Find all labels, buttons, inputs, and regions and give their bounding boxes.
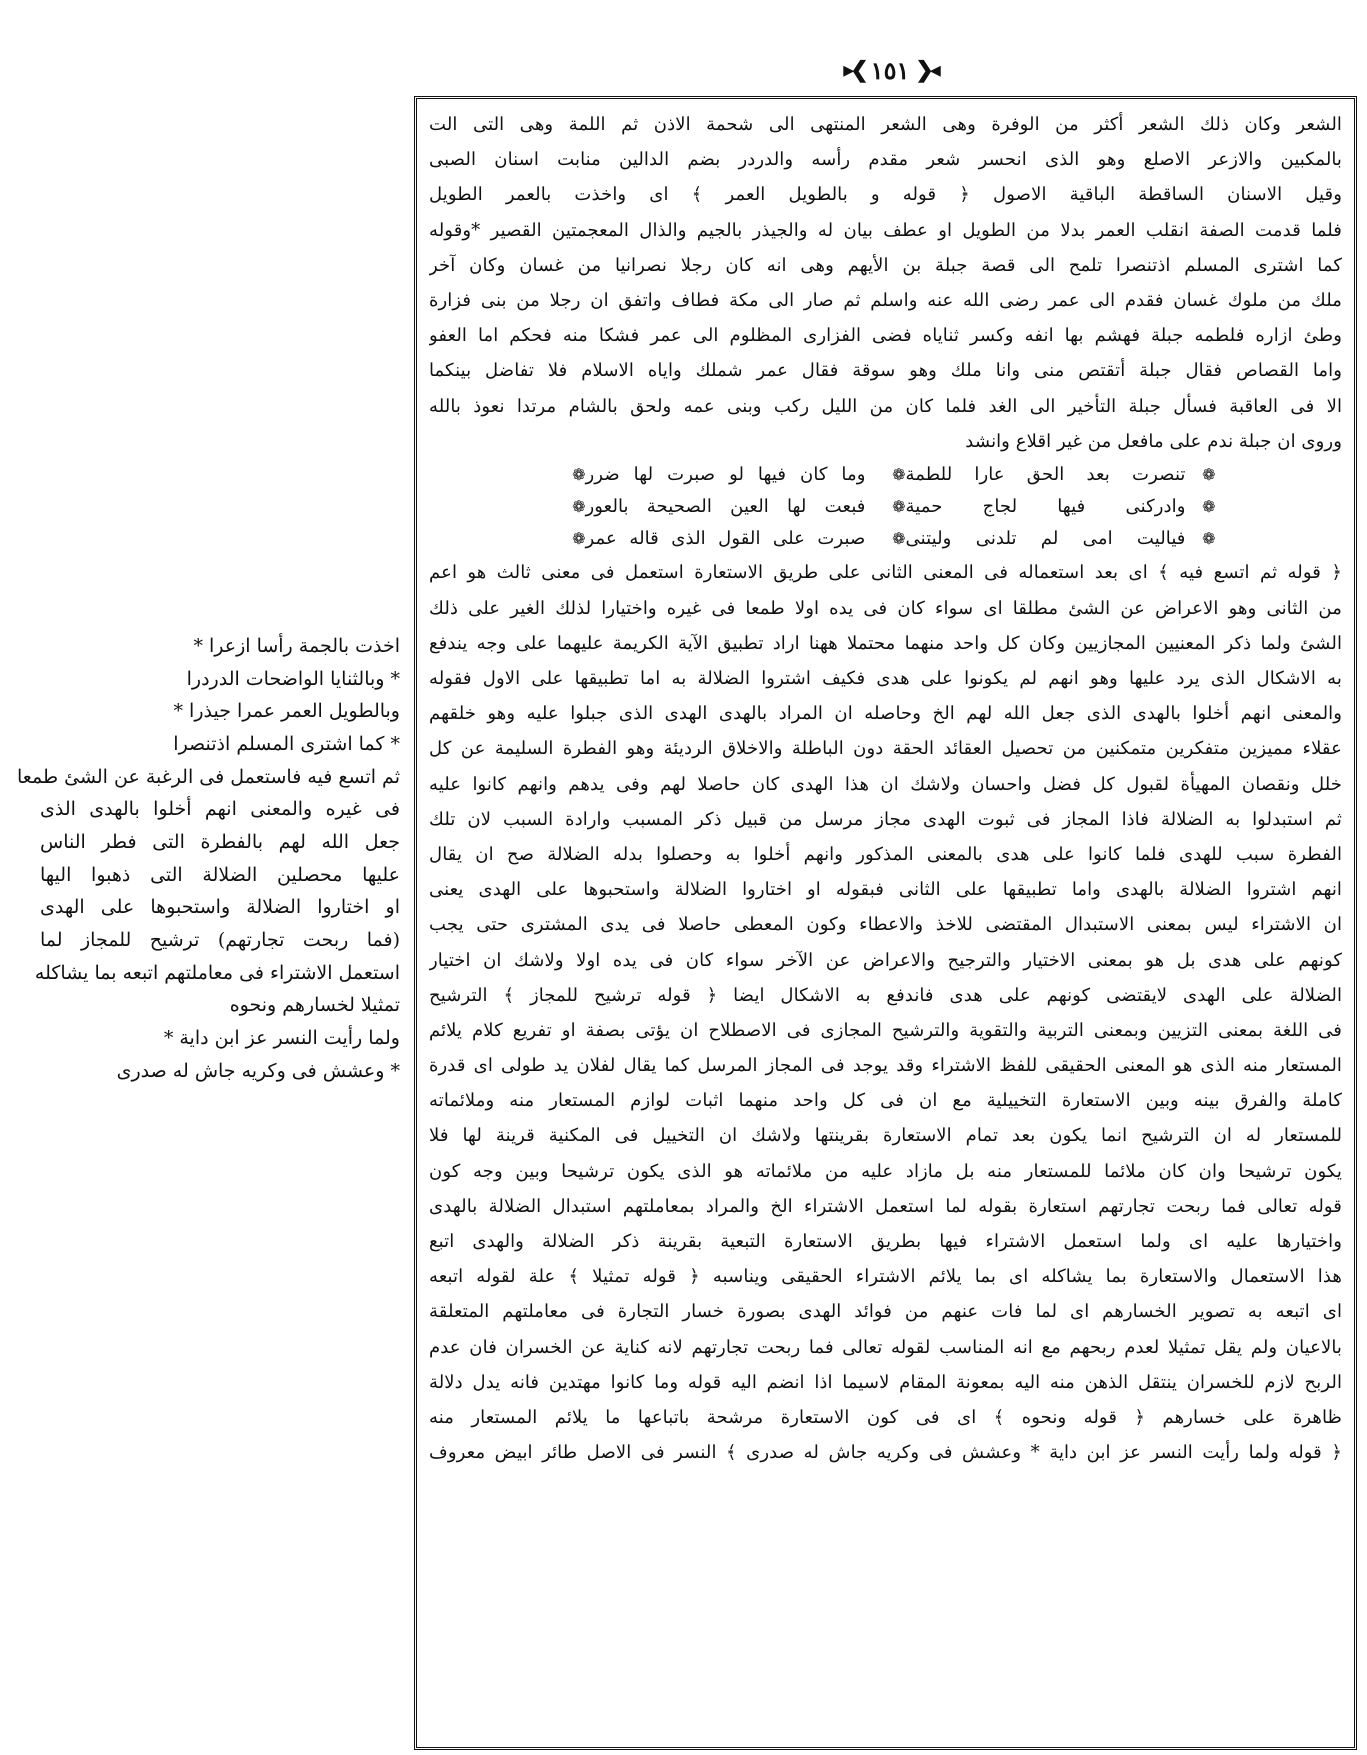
text-line: وروى ان جبلة ندم على مافعل من غير اقلاع وانشد (965, 430, 1342, 452)
poem-star-icon: ❁ (892, 464, 906, 484)
text-line: والمعنى انهم أخلوا بالهدى الذى جعل الله لهم الخ وحاصله ان المراد بالهدى الهدى الذى جبلوا عليه وهو خلقهم (429, 703, 1342, 725)
text-line: واما القصاص فقال جبلة أتقتص منى وانا ملك وهو سوقة فقال عمر شملك واياه الاسلام فلا تفاضل بينكما (429, 360, 1342, 382)
margin-line: فى غيره والمعنى انهم أخلوا بالهدى الذى (40, 798, 400, 821)
text-line: ثم استبدلوا به الضلالة فاذا المجاز فى ثبوت الهدى مجاز مرسل من قبيل ذكر المسبب وارادة السبب لان تلك (429, 808, 1342, 830)
poem-star-icon: ❁ (1202, 528, 1216, 548)
poem-star-icon: ❁ (892, 496, 906, 516)
text-line: خلل ونقصان المهيأة لقبول كل فضل واحسان ولاشك ان هذا الهدى كان حاصلا لهم وفى يدهم وانهم كانوا عليه (429, 773, 1342, 795)
poem-hemistich-left: وما كان فيها لو صبرت لها ضرر (585, 463, 866, 485)
text-line: الشعر وكان ذلك الشعر أكثر من الوفرة وهى الشعر المنتهى الى شحمة الاذن ثم اللمة وهى التى الت (429, 114, 1342, 135)
poem-hemistich-left: صبرت على القول الذى قاله عمر (585, 528, 866, 550)
text-line: انهم اشتروا الضلالة بالهدى واما تطبيقها على الثانى فبقوله او اختاروا الضلالة واستحبوها على الهدى يعنى (429, 879, 1342, 901)
margin-line: * وعشش فى وكريه جاش له صدرى (116, 1059, 400, 1082)
text-line: وطئ ازاره فلطمه جبلة فهشم بها انفه وكسر ثناياه فضى الفزارى المظلوم الى عمر فشكا منه فحكم اما العفو (429, 325, 1342, 347)
text-line: كونهم على هدى بل هو بمعنى الاختيار والترجيح والاعراض عن الآخر سواء كان فى يده اولا ولاشك ان اختيار (429, 949, 1342, 971)
margin-line: تمثيلا لخسارهم ونحوه (229, 994, 400, 1017)
margin-line: استعمل الاشتراء فى معاملتهم اتبعه بما يشاكله (34, 961, 400, 984)
margin-line: جعل الله لهم بالفطرة التى فطر الناس (40, 831, 400, 854)
margin-line: * كما اشترى المسلم اذتنصرا (173, 733, 400, 756)
text-line: واختيارها عليه اى ولما استعمل الاشتراء فيها بطريق الاستعارة التبعية بقرينة ذكر الضلالة والهدى اتبع (429, 1231, 1342, 1253)
text-line: ﴿ قوله ولما رأيت النسر عز ابن داية * وعشش فى وكريه جاش له صدرى ﴾ النسر فى الاصل طائر ابيض معروف (429, 1442, 1342, 1464)
text-line: الربح لازم للخسران ينتقل الذهن منه اليه بمعونة المقام لاسيما اذا انضم اليه قوله وما كانوا مهتدين فانه يدل دلالة (429, 1371, 1342, 1393)
text-line: قوله تعالى فما ربحت تجارتهم استعارة بقوله لما استعمل الاشتراء الخ والمراد بمعاملتهم استبدال الضلالة بالهدى (429, 1195, 1342, 1217)
text-line: للمستعار له ان الترشيح انما يكون بعد تمام الاستعارة بقرينتها ولاشك ان التخييل فى المكنية قرينة لها فلا (429, 1125, 1342, 1147)
text-line: اى اتبعه به تصوير الخسارهم اى لما فات عنهم من فوائد الهدى بصورة خسار التجارة فى معاملتهم المتعلقة (429, 1301, 1342, 1323)
margin-line: ثم اتسع فيه فاستعمل فى الرغبة عن الشئ طمعا (17, 765, 400, 788)
margin-line: ولما رأيت النسر عز ابن داية * (163, 1027, 400, 1050)
margin-line: عليها محصلين الضلالة التى ذهبوا اليها (40, 863, 400, 886)
poem-star-icon: ❁ (1202, 496, 1216, 516)
text-line: يكون ترشيحا وان كان ملائما للمستعار منه بل مازاد عليه من ملائماته هو الذى يكون ترشيحا وبين وجه كون (429, 1160, 1342, 1182)
text-line: به الاشكال الذى يرد عليها وهو انهم لم يكونوا على هدى فكيف اشتروا الضلالة به اما تطبيقها على الاول فقوله (429, 668, 1342, 690)
poem-star-icon: ❁ (572, 496, 586, 516)
text-line: المستعار منه الذى هو المعنى الحقيقى للفظ الاشتراء وقد يوجد فى المجاز المرسل كما يقال لفلان يد طولى اى قدرة (429, 1055, 1342, 1077)
poem-star-icon: ❁ (1202, 464, 1216, 484)
page-number-header (810, 50, 970, 90)
main-commentary-text (429, 107, 1342, 1739)
text-line: الفطرة سبب للهدى فلما كانوا على هدى بالمعنى المذكور وانهم أخلوا به وحصلوا بدله الضلالة صح ان يقال (429, 843, 1342, 865)
text-line: ﴿ قوله ثم اتسع فيه ﴾ اى بعد استعماله فى المعنى الثانى على طريق الاستعارة استعمل فى معنى ثالث هو اعم (429, 562, 1342, 584)
text-line: بالاعيان ولم يقل تمثيلا لعدم ربحهم مع انه المناسب لقوله تعالى فما ربحت تجارتهم لانه كناية عن الخسران فان عدم (429, 1336, 1342, 1358)
margin-line: اخذت بالجمة رأسا ازعرا * (193, 635, 400, 657)
main-text-frame (414, 96, 1357, 1750)
poem-hemistich-right: فياليت امى لم تلدنى وليتنى (905, 528, 1186, 550)
right-ornament-icon: ❯▸ (843, 57, 865, 83)
poem-hemistich-left: فبعت لها العين الصحيحة بالعور (585, 496, 866, 518)
margin-notes (17, 630, 400, 1087)
margin-line: او اختاروا الضلالة واستحبوها على الهدى (40, 896, 400, 919)
poem-star-icon: ❁ (572, 528, 586, 548)
margin-line: * وبالثنايا الواضحات الدردرا (186, 667, 400, 690)
text-line: الضلالة على الهدى لايقتضى كونهم على هدى فاندفع به الاشكال ايضا ﴿ قوله ترشيح للمجاز ﴾ الترشيح (429, 984, 1342, 1006)
text-line: هذا الاستعمال والاستعارة بما يشاكله اى بما يلائم الاشتراء الحقيقى ويناسبه ﴿ قوله تمثيلا ﴾ علة لقوله اتبعه (429, 1266, 1342, 1288)
text-line: الشئ ولما ذكر المعنيين المجازيين وكان كل واحد منهما محتملا ههنا اراد تطبيق الآية الكريمة عليهما على وجه يندفع (429, 632, 1342, 654)
text-line: كاملة والفرق بينه وبين الاستعارة التخييلية مع ان فى كل واحد منهما اثبات لوازم المستعار منه وملائماته (429, 1090, 1342, 1112)
text-line: فلما قدمت الصفة انقلب العمر بدلا من الطويل او عطف بيان له والجيذر بالجيم والذال المعجمتين القصير *وقوله (429, 219, 1342, 241)
text-line: ملك من ملوك غسان فقدم الى عمر رضى الله عنه واسلم ثم صار الى مكة فطاف واتفق ان رجلا من بنى فزارة (429, 289, 1342, 311)
text-line: بالمكبين والازعر الاصلع وهو الذى انحسر شعر مقدم رأسه والدردر بضم الدالين منابت اسنان الصبى (429, 149, 1342, 171)
poem-block (429, 461, 1342, 554)
text-line: الا فى العاقبة فسأل جبلة التأخير الى الغد فلما كان من الليل ركب وبنى عمه ولحق بالشام مرتدا نعوذ بالله (429, 395, 1342, 417)
page-number: ١٥١ (870, 55, 910, 85)
poem-hemistich-right: وادركنى فيها لجاج حمية (905, 496, 1186, 518)
text-line: من الثانى وهو الاعراض عن الشئ مطلقا اى سواء كان فى يده اولا طمعا فى غيره واختيارا لذلك الغير على ذلك (429, 597, 1342, 619)
text-line: فى اللغة بمعنى التزيين وبمعنى التربية والتقوية والترشيح المجازى فى الاصطلاح ان يؤتى بصفة او تفريع كلام يلائم (429, 1019, 1342, 1041)
text-line: عقلاء مميزين متفكرين متمكنين من تحصيل العقائد الحقة دون الباطلة والاخلاق الرديئة وهو الفطرة السليمة عن كل (429, 738, 1342, 760)
left-ornament-icon: ◂❮ (915, 57, 937, 83)
poem-star-icon: ❁ (892, 528, 906, 548)
poem-hemistich-right: تنصرت بعد الحق عارا للطمة (905, 463, 1186, 485)
text-line: ان الاشتراء ليس بمعنى الاستبدال المقتضى للاخذ والاعطاء وكون المعطى حاصلا فى يدى المشترى حتى يجب (429, 914, 1342, 936)
margin-line: وبالطويل العمر عمرا جيذرا * (173, 700, 400, 723)
text-line: ظاهرة على خسارهم ﴿ قوله ونحوه ﴾ اى فى كون الاستعارة مرشحة باتباعها ما يلائم المستعار منه (429, 1406, 1342, 1428)
poem-star-icon: ❁ (572, 464, 586, 484)
margin-line: (فما ربحت تجارتهم) ترشيح للمجاز لما (40, 929, 400, 952)
text-line: كما اشترى المسلم اذتنصرا تلمح الى قصة جبلة بن الأيهم وهى انه كان رجلا نصرانيا من غسان وكان آخر (429, 254, 1342, 276)
text-line: وقيل الاسنان الساقطة الباقية الاصول ﴿ قوله و بالطويل العمر ﴾ اى واخذت بالعمر الطويل (429, 184, 1342, 206)
